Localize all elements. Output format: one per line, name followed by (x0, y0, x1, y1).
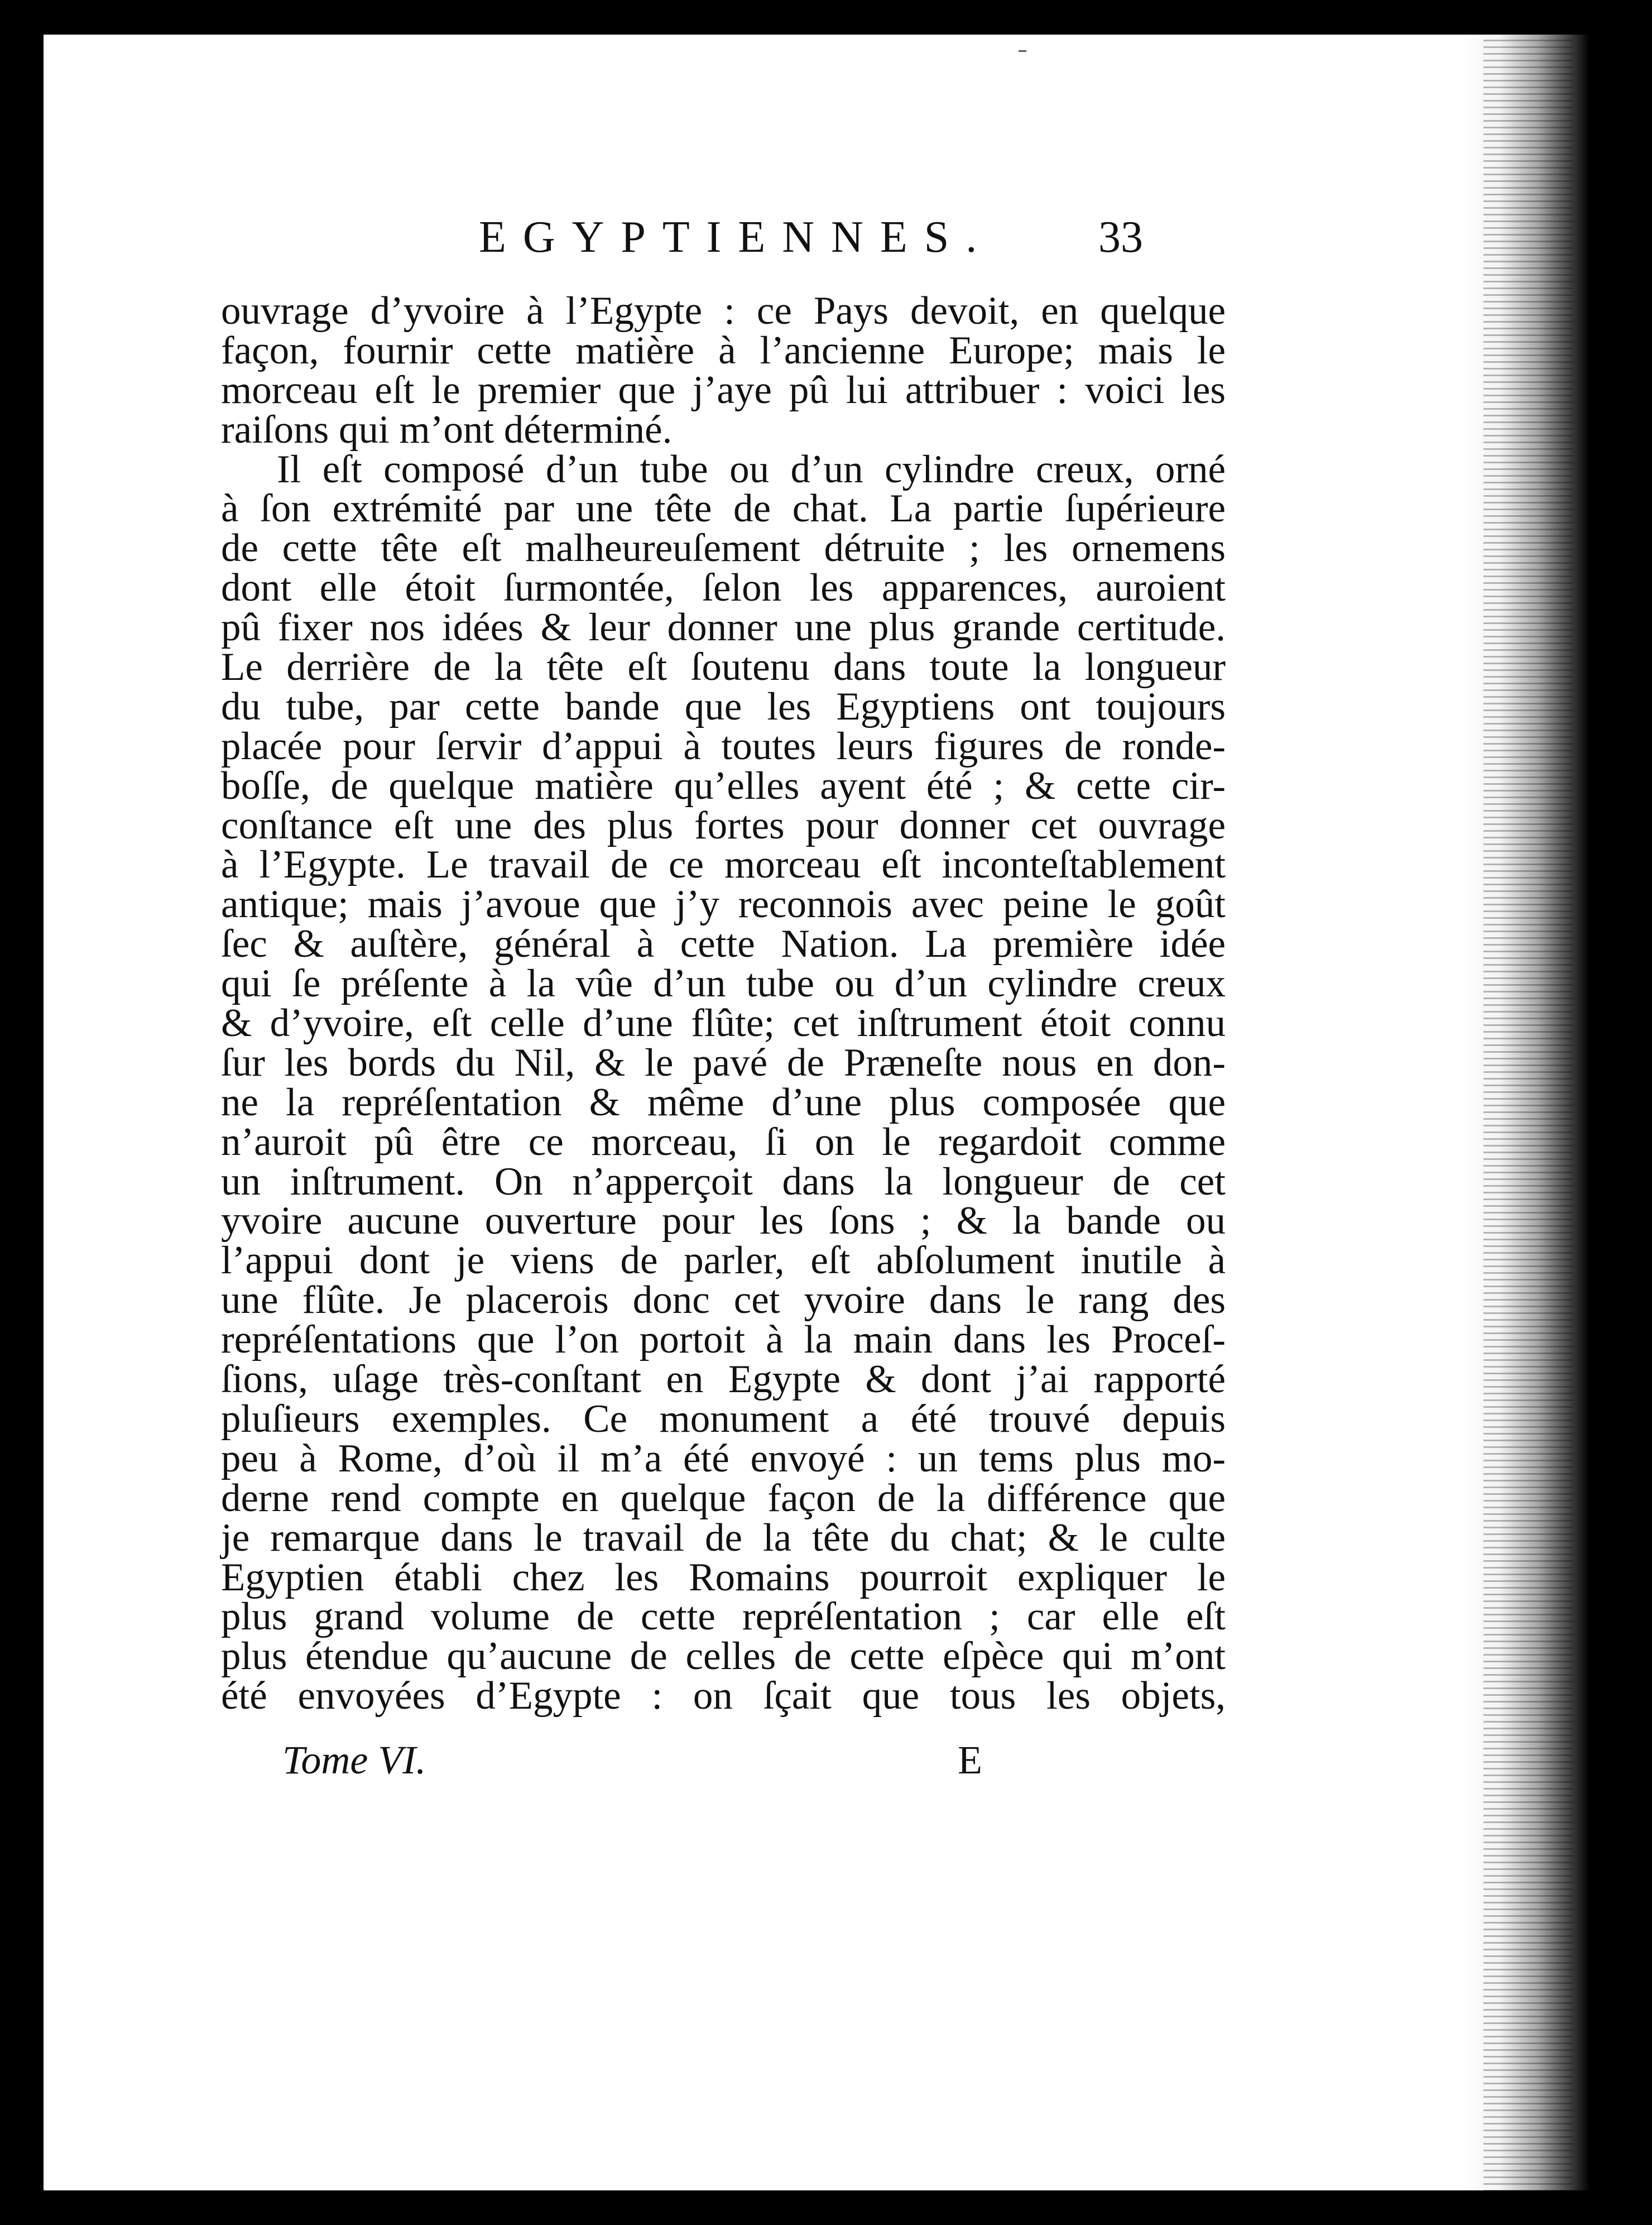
text-line: Il eſt composé d’un tube ou d’un cylindre creux, orné (277, 447, 1226, 491)
body-text (221, 291, 1226, 1716)
text-line: ſur les bords du Nil, & le pavé de Præneſte nous en don- (221, 1040, 1226, 1085)
text-line: ſions, uſage très-conſtant en Egypte & dont j’ai rapporté (221, 1358, 1226, 1402)
text-line: & d’yvoire, eſt celle d’une flûte; cet inſtrument étoit connu (221, 1001, 1226, 1046)
text-line: pû fixer nos idées & leur donner une plus grande certitude. (221, 606, 1226, 650)
text-line: n’auroit pû être ce morceau, ſi on le regardoit comme (221, 1120, 1226, 1164)
text-line: morceau eſt le premier que j’aye pû lui attribuer : voici les (221, 368, 1226, 412)
text-line: un inſtrument. On n’apperçoit dans la longueur de cet (221, 1159, 1226, 1203)
text-line: derne rend compte en quelque façon de la différence que (221, 1476, 1226, 1520)
text-line: de cette tête eſt malheureuſement détruite ; les ornemens (221, 526, 1226, 570)
text-line: à ſon extrémité par une tête de chat. La partie ſupérieure (221, 487, 1226, 531)
text-line: été envoyées d’Egypte : on ſçait que tous les objets, (221, 1674, 1226, 1718)
text-line: boſſe, de quelque matière qu’elles ayent été ; & cette cir- (221, 764, 1226, 808)
text-line: antique; mais j’avoue que j’y reconnois avec peine le goût (221, 883, 1226, 927)
volume-label: Tome VI. (282, 1738, 426, 1782)
running-head (228, 212, 1176, 285)
text-line: yvoire aucune ouverture pour les ſons ; & la bande ou (221, 1199, 1226, 1243)
text-line: du tube, par cette bande que les Egyptiens ont toujours (221, 684, 1226, 728)
text-line: repréſentations que l’on portoit à la main dans les Proceſ- (221, 1318, 1226, 1362)
text-line: pluſieurs exemples. Ce monument a été trouvé depuis (221, 1397, 1226, 1441)
text-line: placée pour ſervir d’appui à toutes leurs figures de ronde- (221, 724, 1226, 768)
text-line: Egyptien établi chez les Romains pourroit expliquer le (221, 1555, 1226, 1599)
text-line: une flûte. Je placerois donc cet yvoire dans le rang des (221, 1278, 1226, 1322)
text-line: façon, fournir cette matière à l’ancienne Europe; mais le (221, 328, 1226, 372)
text-line: conſtance eſt une des plus fortes pour donner cet ouvrage (221, 803, 1226, 847)
text-line: plus grand volume de cette repréſentation ; car elle eſt (221, 1595, 1226, 1639)
gutter-texture (1483, 35, 1573, 2190)
page-number: 33 (1098, 213, 1143, 262)
text-line: ouvrage d’yvoire à l’Egypte : ce Pays devoit, en quelque (221, 289, 1226, 333)
book-page (44, 35, 1589, 2190)
text-line: dont elle étoit ſurmontée, ſelon les apparences, auroient (221, 566, 1226, 610)
text-line: Le derrière de la tête eſt ſoutenu dans toute la longueur (221, 645, 1226, 689)
text-line: ne la repréſentation & même d’une plus composée que (221, 1080, 1226, 1124)
page-speck (1019, 50, 1026, 52)
text-line: à l’Egypte. Le travail de ce morceau eſt inconteſtablement (221, 843, 1226, 887)
text-line: plus étendue qu’aucune de celles de cette eſpèce qui m’ont (221, 1634, 1226, 1679)
page-footer (221, 1737, 1226, 1799)
signature-mark: E (958, 1738, 982, 1782)
text-line: raiſons qui m’ont déterminé. (221, 407, 673, 452)
running-head-title: EGYPTIENNES. (479, 213, 994, 262)
text-line: l’appui dont je viens de parler, eſt abſolument inutile à (221, 1239, 1226, 1283)
text-line: qui ſe préſente à la vûe d’un tube ou d’un cylindre creux (221, 962, 1226, 1006)
text-line: ſec & auſtère, général à cette Nation. La première idée (221, 922, 1226, 966)
text-line: peu à Rome, d’où il m’a été envoyé : un tems plus mo- (221, 1436, 1226, 1480)
text-line: je remarque dans le travail de la tête du chat; & le culte (221, 1516, 1226, 1560)
